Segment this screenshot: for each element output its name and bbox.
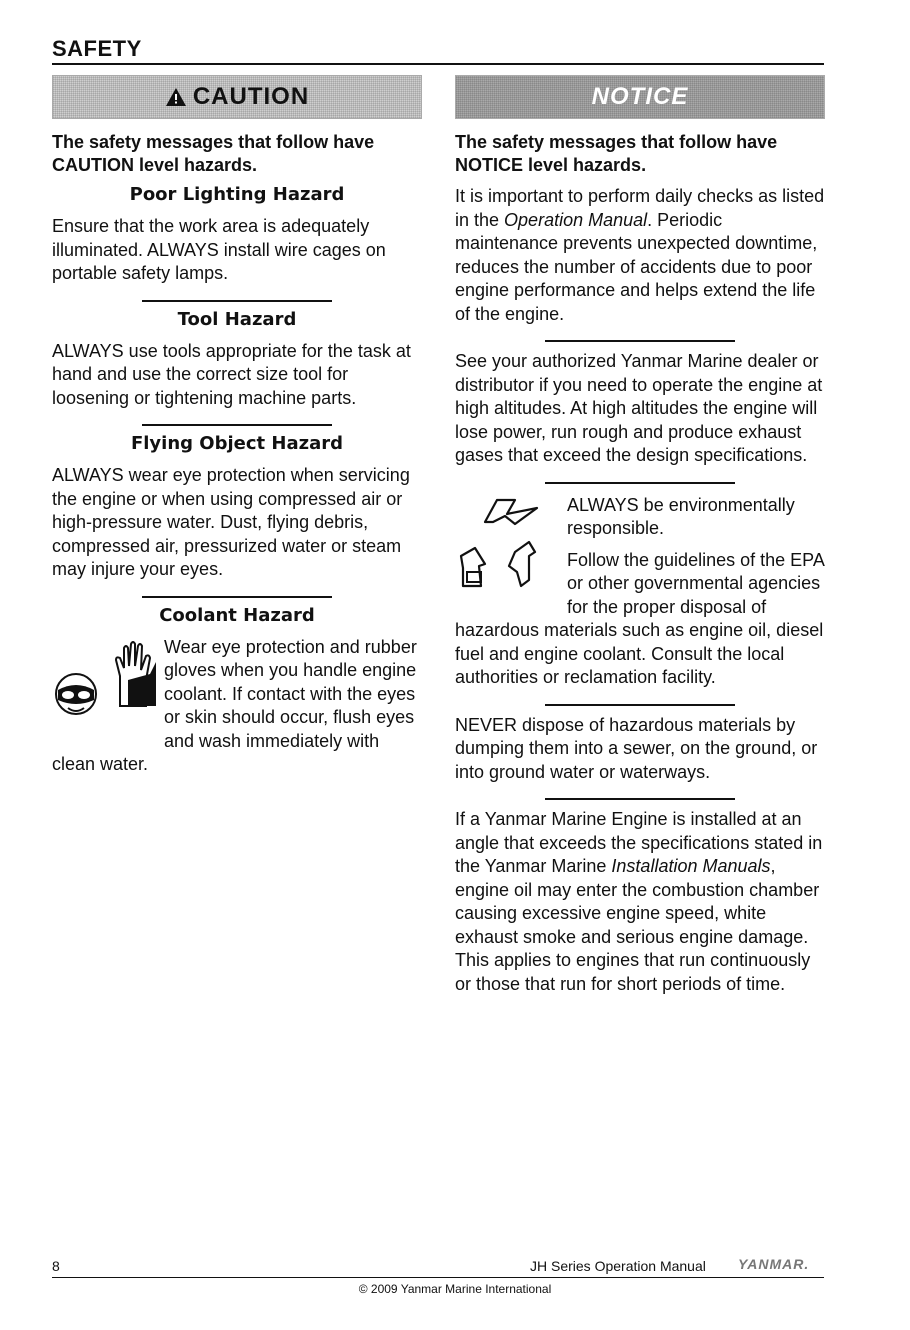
separator [142, 424, 332, 426]
caution-column [52, 75, 422, 777]
manual-title: JH Series Operation Manual [530, 1258, 706, 1274]
env-guidelines-text: Follow the guidelines of the EPA or other governmental agencies for the proper disposal of hazardous materials such as engine oil, diesel fuel and engine coolant. Consult the local authorities or reclamation facility. [455, 549, 824, 687]
separator [545, 798, 735, 800]
notice-column [455, 75, 825, 996]
environment-icons [455, 494, 567, 614]
poor-lighting-heading: Poor Lighting Hazard [129, 184, 345, 205]
caution-level-text: The safety messages that follow have CAUTION level hazards. [52, 132, 375, 175]
separator [545, 704, 735, 706]
altitude-text: See your authorized Yanmar Marine dealer or distributor if you need to operate the engine at high altitudes. At high altitudes the engine will lose power, run rough and produce exhaust gases that exceed the design specifications. [455, 351, 823, 465]
caution-banner [52, 75, 422, 119]
warning-triangle-icon [165, 87, 187, 107]
notice-banner-label: NOTICE [591, 83, 689, 110]
environment-block [455, 494, 825, 690]
section-title: SAFETY [52, 36, 142, 61]
rubber-gloves-icon [110, 640, 158, 710]
footer-rule [52, 1277, 824, 1278]
flying-object-heading: Flying Object Hazard [130, 433, 344, 454]
tool-hazard-text: ALWAYS use tools appropriate for the task at hand and use the correct size tool for loosening or tightening machine parts. [52, 340, 411, 408]
separator [142, 596, 332, 598]
daily-checks-text: It is important to perform daily checks as listed in the Operation Manual. Periodic maintenance prevents unexpected downtime, reduces the number of accidents due to poor engine performance and helps extend the life of the engine. [455, 186, 825, 324]
coolant-hazard-heading: Coolant Hazard [159, 604, 315, 626]
notice-level-text: The safety messages that follow have NOTICE level hazards. [455, 132, 778, 175]
page-number: 8 [52, 1258, 60, 1274]
coolant-icons [52, 640, 164, 750]
never-dispose-text: NEVER dispose of hazardous materials by dumping them into a sewer, on the ground, or into ground water or waterways. [455, 714, 818, 782]
angle-text: If a Yanmar Marine Engine is installed at an angle that exceeds the specifications stated in the Yanmar Marine Installation Manuals, engine oil may enter the combustion chamber causing excessive engine speed, white exhaust smoke and serious engine damage. This applies to engines that run continuously or those that run for short periods of time. [455, 809, 823, 994]
flying-object-text: ALWAYS wear eye protection when servicing the engine or when using compressed air or high-pressure water. Dust, flying debris, compressed air, pressurized water or steam may injure your eyes. [52, 465, 410, 579]
safety-goggles-icon [52, 662, 112, 722]
yanmar-logo: YANMAR. [738, 1256, 810, 1272]
separator [545, 482, 735, 484]
separator [545, 340, 735, 342]
env-responsible-text: ALWAYS be environmentally responsible. [567, 494, 795, 538]
notice-banner [455, 75, 825, 119]
copyright: © 2009 Yanmar Marine International [358, 1282, 552, 1296]
recycle-icon [455, 494, 560, 609]
caution-banner-label: CAUTION [192, 83, 310, 110]
coolant-hazard-text: Wear eye protection and rubber gloves when you handle engine coolant. If contact with the eyes or skin should occur, flush eyes and wash immediately with clean water. [52, 636, 417, 774]
poor-lighting-text: Ensure that the work area is adequately illuminated. ALWAYS install wire cages on portable safety lamps. [52, 216, 386, 283]
coolant-block [52, 636, 422, 777]
title-rule [52, 63, 824, 65]
tool-hazard-heading: Tool Hazard [177, 308, 297, 330]
separator [142, 300, 332, 302]
